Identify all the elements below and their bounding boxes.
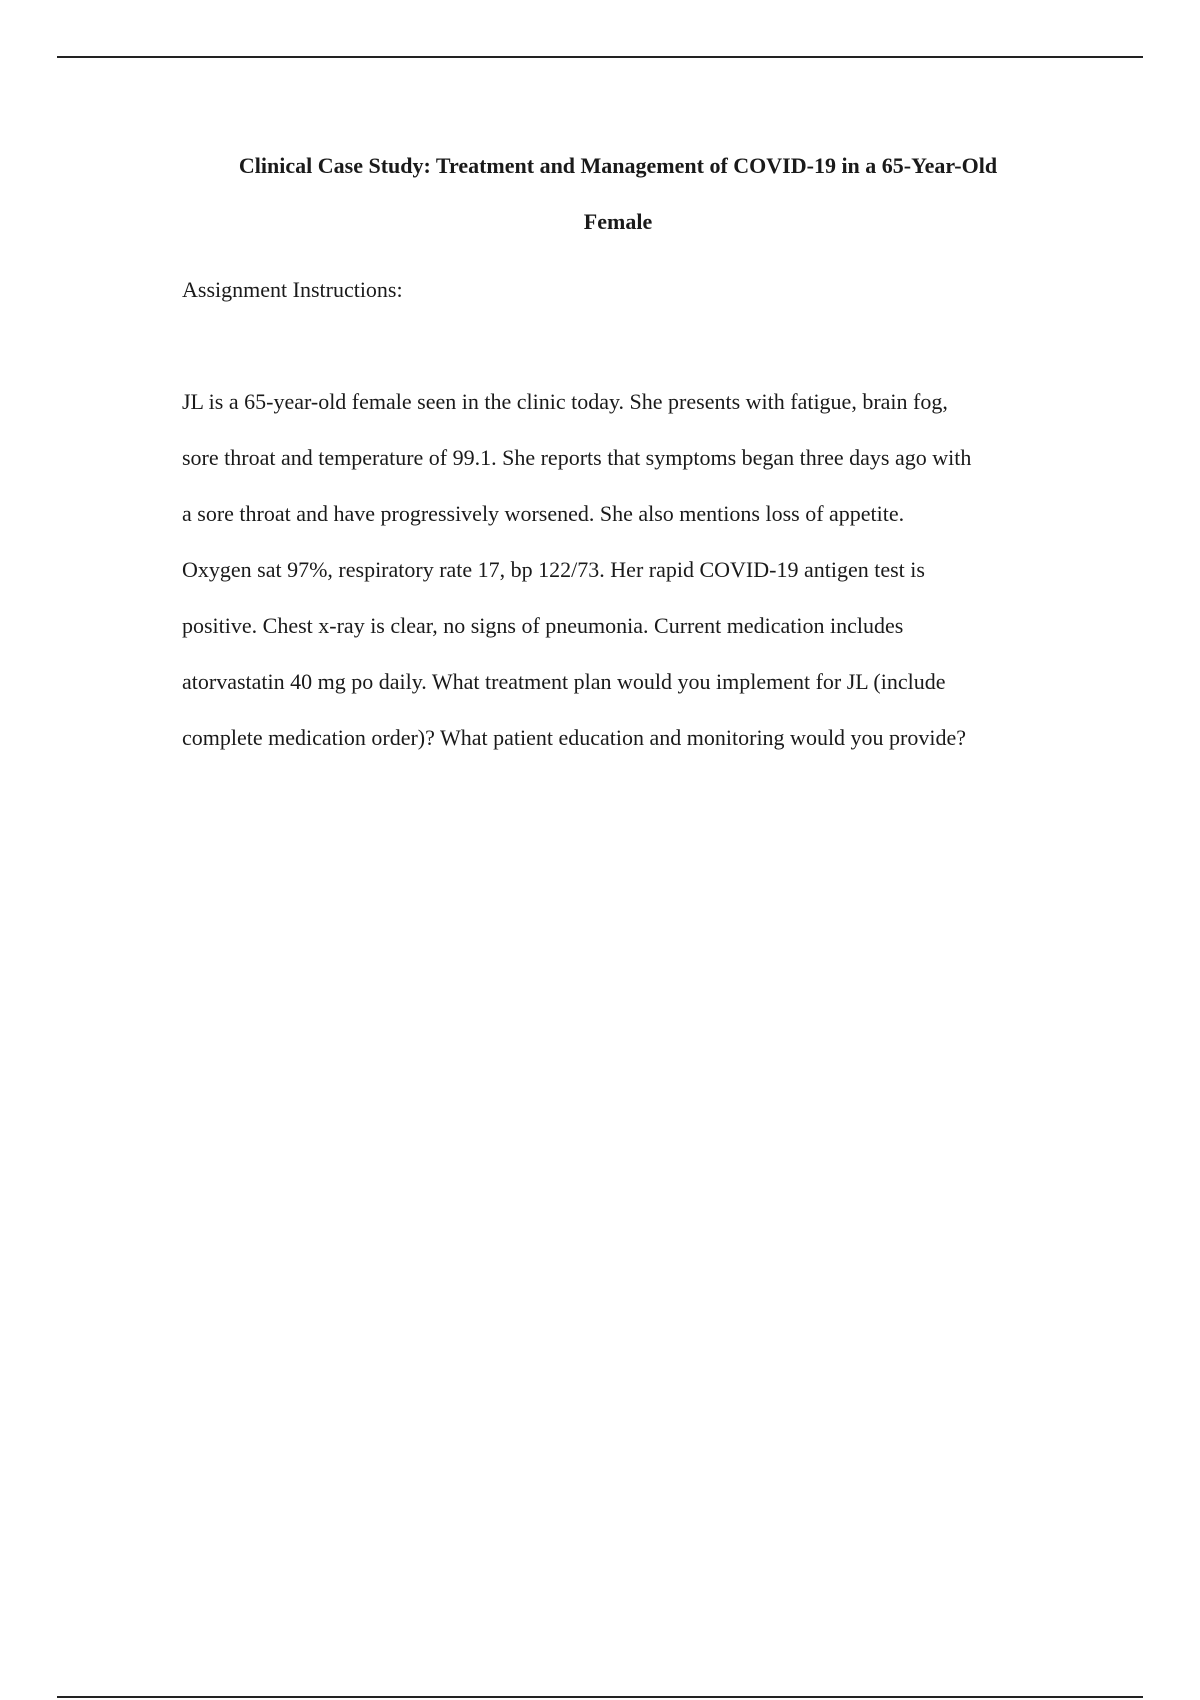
instructions-label: Assignment Instructions: <box>182 277 403 302</box>
bottom-divider <box>57 1696 1143 1698</box>
case-description <box>182 374 1062 766</box>
title-line-2: Female <box>583 209 653 234</box>
top-divider <box>57 56 1143 58</box>
case-paragraph <box>182 374 1062 766</box>
body-line: positive. Chest x-ray is clear, no signs of pneumonia. Current medication includes <box>182 613 904 638</box>
body-line: a sore throat and have progressively worsened. She also mentions loss of appetite. <box>182 501 905 526</box>
body-line: atorvastatin 40 mg po daily. What treatment plan would you implement for JL (include <box>182 669 946 694</box>
title-line-1: Clinical Case Study: Treatment and Management of COVID-19 in a 65-Year-Old <box>238 153 998 178</box>
body-line: Oxygen sat 97%, respiratory rate 17, bp 122/73. Her rapid COVID-19 antigen test is <box>182 557 925 582</box>
body-line: sore throat and temperature of 99.1. She reports that symptoms began three days ago with <box>182 445 972 470</box>
body-line: JL is a 65-year-old female seen in the clinic today. She presents with fatigue, brain fog, <box>182 389 948 414</box>
document-page <box>182 138 1062 766</box>
document-title <box>178 138 1058 250</box>
body-line: complete medication order)? What patient education and monitoring would you provide? <box>182 725 967 750</box>
